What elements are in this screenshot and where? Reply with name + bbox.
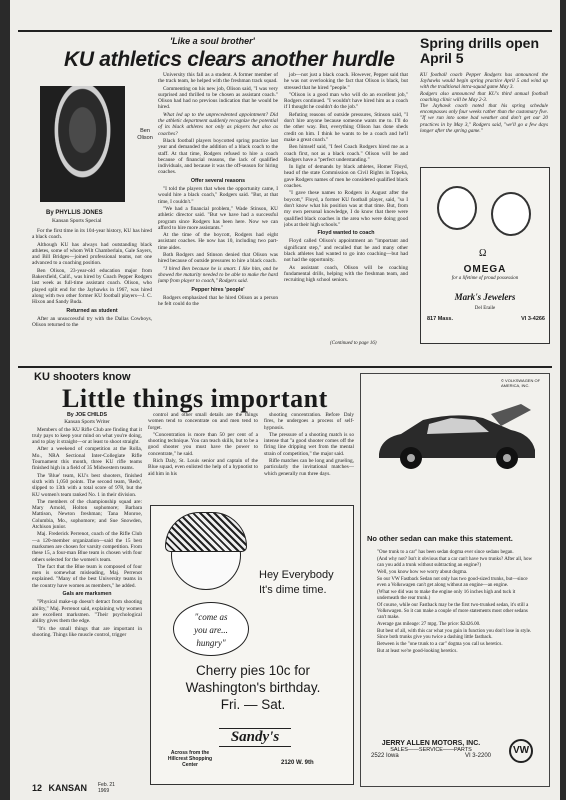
car-illustration-icon — [371, 404, 541, 474]
paragraph: Both Rodgers and Stinson denied that Olison was hired because of outside pressures to hire a black coach. — [158, 252, 278, 265]
dealer-phone: VI 3-2200 — [464, 753, 491, 759]
article2-column-1 — [32, 412, 142, 780]
paragraph: "I told the players that when the opportunity came, I would hire a black coach," Rodgers said. "But, at that time, I couldn't." — [158, 186, 278, 205]
article2-headline: Little things important — [62, 384, 328, 413]
paragraph: Average gas mileage: 27 mpg. The price: $2426.00. — [377, 622, 481, 627]
paragraph: Of course, while our Fastback may be the first two-trunked sedan, it's still a Volkswagen. So it can make a couple of more statements most other sedans can't make. — [377, 603, 529, 620]
paragraph: (What we did was to make the engine only 16 inches high and tuck it underneath the rear trunk.) — [377, 590, 516, 601]
article1-byline: By PHYLLIS JONES — [46, 210, 103, 216]
paragraph: In light of demands by black athletes, Homer Floyd, head of the state Commission on Civil Rights in Topeka, gave Rodgers names of men he considered qualified black coaches. — [284, 164, 408, 190]
jeweler-address-row — [427, 316, 545, 322]
ad-address: 2120 W. 9th — [281, 760, 314, 766]
sidebar-body — [420, 72, 548, 134]
paragraph: Between is the "one trunk to a car" dogma you call us heretics. — [377, 642, 503, 647]
paragraph: Although KU has always had outstanding black athletes, some of whom Wilt Chamberlain, Gale Sayers, and Bill Bridges—joined professional teams, not one advanced to a coaching position. — [32, 241, 152, 267]
volkswagen-advertisement — [360, 373, 550, 787]
paragraph: Rodgers emphasized that he hired Olison as a person he felt could do the — [158, 294, 278, 308]
paragraph: Commenting on his new job, Olison said, "I was very surprised and thrilled to be chosen as assistant coach." Olison had had no previous indication that he would be hired. — [158, 85, 278, 111]
paragraph: Members of the KU Rifle Club are finding that it truly pays to keep your mind on what you're doing, and to play it straight—or at least to shoot straight. — [32, 426, 142, 446]
article2-kicker: KU shooters know — [34, 371, 131, 383]
article2-byline: By JOE CHILDS — [66, 412, 108, 418]
paragraph: At the time of the boycott, Rodgers had eight assistant coaches. He now has 10, including two part-time aides. — [158, 232, 278, 251]
paragraph: The members of the championship squad are: Mary Arnold, Holton sophomore; Barbara Mattison, Newton freshman; Tana Monroe, Columbia, Mo., sophomore; and Sue Snowden, Atchison junior. — [32, 498, 142, 531]
paragraph: But best of all, with this car what you gain in function you don't lose in style. Since both trunks give you twice a dashing little fastback. — [377, 629, 532, 640]
paragraph: "Concentration is more than 50 per cent of a shooting technique. You can teach skills, but to be a good shooter you must have the power to concentrate," he said. — [148, 431, 258, 457]
vw-logo-icon: VW — [509, 739, 533, 763]
folio-date: Feb. 21 1969 — [98, 782, 115, 794]
dealer-name: JERRY ALLEN MOTORS, INC. — [381, 740, 481, 747]
ad-copyright: © VOLKSWAGEN OF AMERICA, INC. — [501, 378, 541, 388]
ad-greeting: Hey Everybody It's dime time. — [259, 569, 334, 596]
dealer-address: 2522 Iowa — [371, 753, 399, 759]
watch-icon — [437, 186, 477, 230]
article2-column-3 — [264, 412, 354, 502]
paragraph: shooting concentration. Before Daly fires, he undergoes a process of self-hypnosis. — [264, 412, 354, 431]
paper-name: KANSAN — [48, 783, 88, 793]
ad-offer: Cherry pies 10c for Washington's birthday. Fri. — Sat. — [185, 663, 321, 712]
article2-byline-sub: Kansan Sports Writer — [64, 419, 110, 426]
subhead: Returned as student — [66, 307, 118, 314]
article1-column-1 — [32, 228, 152, 358]
subhead: Floyd wanted to coach — [317, 230, 375, 237]
sidebar-headline: Spring drills open April 5 — [420, 35, 540, 66]
ad-body — [377, 550, 537, 656]
paragraph: "We had a financial problem," Wade Stinson, KU athletic director said. "But we have had a successful program since Rodgers has been here. Now we can afford to hire more assistants." — [158, 205, 278, 231]
dealer-block — [371, 740, 491, 759]
dealer-sub: SALES——SERVICE——PARTS — [390, 747, 472, 753]
paragraph: The Jayhawk coach noted that his spring schedule encompasses only four weeks rather than the customary five. "If we run into some bad weather and don't get our 20 practices in by May 3," Rodgers said, "we'll go a few days longer after the spring game." — [420, 103, 548, 134]
paragraph: Refuting reasons of outside pressures, Stinson said, "I don't hire anyone because someone wants me to. I'll do the other way. But, everything Olison has done sheds credit on him. I think he wants to be a coach and he'll make a great coach." — [284, 111, 408, 143]
paragraph: So our VW Fastback Sedan not only has two good-sized trunks, but—since even a Volkswagen can't get along without an engine—an engine. — [377, 577, 528, 588]
section-rule — [18, 366, 552, 368]
jeweler-address: 817 Mass. — [427, 316, 453, 322]
paragraph: After a weekend of competition at the Rolla, Mo., NRA Sectional Inter-Collegiate Rifle Tournament this month, three KU rifle teams finished high in a field of 35 Midwestern teams. — [32, 446, 142, 472]
paragraph: "I gave these names to Rodgers in August after the boycott," Floyd, a former KU football player, said, "so I don't know what his position was at that time. But, from my own personal knowledge, I do know that there were qualified black coaches in the area who were doing good jobs at their high schools." — [284, 190, 408, 228]
paragraph: But at least we're good-looking heretics. — [377, 649, 458, 654]
paragraph: Rodgers also announced that KU's third annual football coaching clinic will be May 2-3. — [420, 90, 548, 103]
italic-paragraph: "I hired Ben because he is smart. I like him, and he showed the maturity needed to be able to make the hard jump from player to coach," Rodgers said. — [158, 265, 278, 285]
paragraph: "Physical make-up doesn't detract from shooting ability," Maj. Perrenot said, explaining why women are excellent marksmen. "Their psychological ability gives them the edge. — [32, 599, 142, 625]
paragraph: control and other small details are the things women tend to concentrate on and men tend to forget. — [148, 412, 258, 431]
subhead: Offer several reasons — [190, 177, 246, 184]
ad-headline: No other sedan can make this statement. — [367, 534, 513, 543]
olison-photo — [40, 86, 125, 202]
jeweler-phone: VI 3-4266 — [521, 316, 545, 322]
article1-headline: KU athletics clears another hurdle — [64, 48, 395, 71]
jeweler-sub: Del Eraile — [474, 306, 496, 311]
subhead: Gals are marksmen — [62, 591, 112, 598]
paragraph: (And why not? Isn't it obvious that a car can't have two trunks? After all, how can you add a trunk without subtracting an engine?) — [377, 557, 533, 568]
continued-note: (Continued to page 16) — [330, 341, 377, 346]
paragraph: The pressure of a shooting match is so intense that "a good shooter comes off the firing line dripping wet from the mental strain of competition," the major said. — [264, 431, 354, 457]
article1-column-2 — [158, 72, 278, 362]
page-number: 12 — [32, 783, 43, 793]
paragraph: Ben himself said, "I feel Coach Rodgers hired me as a coach first, not as a black coach." Olison will be and Rodgers have a "perfect understanding." — [284, 144, 408, 163]
paragraph: After an unsuccessful try with the Dallas Cowboys, Olison returned to the — [32, 315, 152, 329]
paragraph: As assistant coach, Olison will be coaching fundamental drills, helping with the freshman team, and recruiting high school seniors. — [284, 264, 408, 284]
paragraph: For the first time in its 104-year history, KU has hired a black coach. — [32, 228, 152, 241]
article1-column-3 — [284, 72, 408, 340]
omega-brand: OMEGA — [463, 264, 507, 275]
italic-paragraph: What led up to the unprecedented appointment? Did the athletic department suddenly recognize the potential of its black athletes not only as players but also as coaches? — [158, 111, 278, 137]
omega-tagline: for a lifetime of proud possession — [451, 276, 519, 281]
paragraph: Rifle matches can be long and grueling, particularly the invitational matches—which generally run three days. — [264, 458, 354, 477]
paragraph: "It's the small things that are important in shooting. Things like muscle control, trigger — [32, 625, 142, 638]
sandys-logo: Sandy's — [219, 728, 291, 747]
omega-advertisement — [420, 167, 550, 344]
paragraph: Black football players boycotted spring practice last year and demanded the addition of a black coach to the staff. At that time, Rodgers refused to hire a coach because of financial reasons, the lack of qualified individuals, and because it was the off-season for hiring coaches. — [158, 137, 278, 176]
jeweler-name: Mark's Jewelers — [454, 292, 516, 302]
paragraph: Well, you know how we worry about dogma. — [377, 570, 468, 575]
photo-caption: Ben Olison — [137, 128, 153, 141]
paragraph: KU football coach Pepper Rodgers has announced the Jayhawks would begin spring practice April 5 and wind up with the traditional intra-squad game May 3. — [420, 72, 548, 91]
sandys-advertisement — [150, 505, 354, 785]
watch-icon — [491, 192, 531, 236]
top-rule — [18, 30, 552, 32]
paragraph: Rich Daly, St. Louis senior and captain of the Blue squad, even enlisted the help of a hypnotist to aid him in his — [148, 458, 258, 477]
dealer-contact — [371, 753, 491, 759]
paragraph: The 'Blue' team, KU's best shooters, finished sixth with 1,050 points. The second team, 'Reds', slipped to 13th with a total score of 978, but the KU women's team ranked No. 1 in their division. — [32, 472, 142, 498]
paragraph: job—not just a black coach. However, Pepper said that he was not overlooking the fact that Olison is black, but stressed that he hired "people." — [284, 72, 408, 91]
paragraph: Floyd called Olison's appointment an "important and significant step," and recalled that he and many other black athletes had wanted to go into coaching—but had not had the opportunity. — [284, 238, 408, 264]
paragraph: Ben Olison, 23-year-old education major from Bakersfield, Calif., was hired by Coach Pepper Rodgers last week as full-time assistant coach. Olison, who played split end for the Jayhawks in 1967, was hired along with two other former KU football players—J. C. Hixon and Sandy Buda. — [32, 267, 152, 306]
subhead: Pepper hires 'people' — [191, 286, 245, 293]
omega-symbol-icon: Ω — [479, 248, 487, 259]
paragraph: The fact that the Blue team is composed of four men is somewhat misleading, Maj. Perrenot explained. "Many of the best University teams in the country have women as members," he added. — [32, 563, 142, 589]
paragraph: Maj. Frederick Perrenot, coach of the Rifle Club—a 120-member organization—said the 15 best marksmen are chosen for varsity competition. From these 15, a four-man Blue team is chosen with four others selected for the women's team. — [32, 531, 142, 563]
paragraph: "One trunk to a car" has been sedan dogma ever since sedans began. — [377, 550, 514, 555]
paragraph: "Olison is a good man who will do an excellent job," Rodgers continued. "I wouldn't have hired him as a coach if I thought he couldn't do the job." — [284, 91, 408, 111]
paragraph: University this fall as a student. A former member of the track team, he helped with the freshman track squad. — [158, 72, 278, 85]
article1-byline-sub: Kansan Sports Special — [52, 218, 102, 224]
article1-kicker: 'Like a soul brother' — [170, 36, 255, 46]
hat-illustration-icon — [165, 512, 247, 552]
speech-bubble: "come as you are... hungry" — [173, 602, 249, 656]
article2-column-2 — [148, 412, 258, 502]
ad-location: Across from the Hillcrest Shopping Center — [167, 750, 213, 768]
newspaper-page — [10, 0, 560, 800]
page-folio — [32, 783, 87, 793]
